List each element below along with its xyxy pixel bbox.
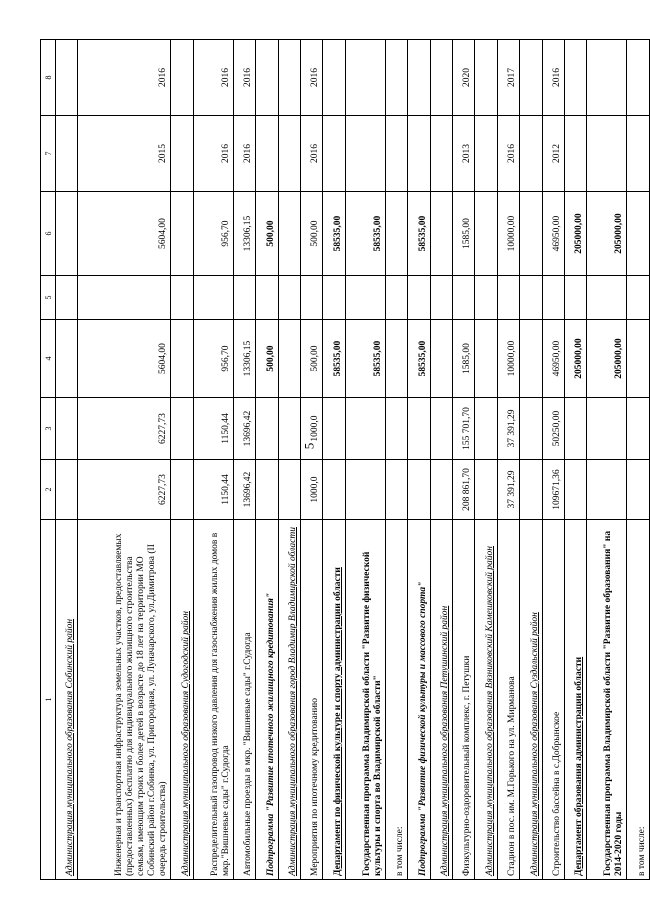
row-value [171,276,193,320]
row-value: 1150,44 [193,460,233,520]
row-value: 956,70 [193,320,233,398]
row-value [278,192,300,276]
row-value: 58535,00 [408,320,430,398]
row-value [475,40,497,116]
row-value [542,276,564,320]
page-number: 5 [301,442,317,450]
row-value: 500,00 [300,320,322,398]
row-value [256,398,278,460]
row-value [408,276,430,320]
row-value [564,460,586,520]
row-value [278,116,300,192]
row-label: Департамент образования администрации области [564,520,586,880]
investment-table [40,39,650,880]
row-value [627,276,650,320]
row-value [171,320,193,398]
row-value [256,116,278,192]
table-row [587,40,627,880]
row-value [56,192,78,276]
row-value: 2016 [233,40,255,116]
row-value: 208 861,70 [452,460,474,520]
table-row [385,40,407,880]
row-value [520,460,542,520]
row-value: 46950,00 [542,192,564,276]
row-value [385,460,407,520]
row-value: 58535,00 [345,320,385,398]
row-value [475,320,497,398]
row-label: Физкультурно-оздоровительный комплекс, г. Петушки [452,520,474,880]
row-value: 50250,00 [542,398,564,460]
row-value: 2016 [78,40,171,116]
row-value [627,116,650,192]
table-row [233,40,255,880]
table-row [256,40,278,880]
row-value [385,116,407,192]
row-value [385,276,407,320]
row-value [385,40,407,116]
row-label: Мероприятия по ипотечному кредитованию [300,520,322,880]
row-value: 37 391,29 [497,460,519,520]
row-value: 205000,00 [564,192,586,276]
row-value [430,460,452,520]
table-row [564,40,586,880]
row-value: 2016 [193,40,233,116]
row-label: Строительство бассейна в с.Добрынское [542,520,564,880]
row-value [171,116,193,192]
row-value [345,276,385,320]
row-value [452,276,474,320]
row-value [408,40,430,116]
row-value: 205000,00 [587,320,627,398]
row-label: Стадион в пос. им. М.Горького на ул. Мирманова [497,520,519,880]
row-value [345,116,385,192]
row-value: 2016 [233,116,255,192]
row-value [385,320,407,398]
row-value [278,276,300,320]
row-value [278,398,300,460]
row-label: Администрация муниципального образования Суздальский район [520,520,542,880]
row-label: Администрация муниципального образования Вязниковский Камешковский район [475,520,497,880]
row-value: 2012 [542,116,564,192]
row-value [256,40,278,116]
row-value [587,40,627,116]
table-row [193,40,233,880]
row-value: 1000,0 [300,460,322,520]
table-row [452,40,474,880]
row-value [520,40,542,116]
row-label: Подпрограмма "Развитие ипотечного жилищного кредитования" [256,520,278,880]
row-value [171,398,193,460]
row-value [171,40,193,116]
column-header: 8 [41,40,56,116]
row-value: 2020 [452,40,474,116]
row-value [278,320,300,398]
row-value [475,276,497,320]
row-value [497,276,519,320]
row-value [564,276,586,320]
row-value: 500,00 [300,192,322,276]
row-value [587,276,627,320]
row-value [345,460,385,520]
row-value: 205000,00 [564,320,586,398]
row-label: Администрация муниципального образования Петушинский район [430,520,452,880]
row-value [430,40,452,116]
row-value [278,40,300,116]
row-value [385,398,407,460]
column-header: 4 [41,320,56,398]
row-value [430,192,452,276]
row-value [408,460,430,520]
column-header: 5 [41,276,56,320]
row-label: в том числе: [385,520,407,880]
row-value [56,116,78,192]
row-value [278,460,300,520]
row-value: 13696,42 [233,398,255,460]
row-value: 37 391,29 [497,398,519,460]
row-value: 2016 [300,116,322,192]
row-label: Автомобильные проезды в мкр. "Вишневые сады" г.Судогда [233,520,255,880]
row-value [520,398,542,460]
row-label: Администрация муниципального образования город Владимир Владимирской области [278,520,300,880]
header-row [41,40,56,880]
row-label: Государственная программа Владимирской области "Развитие образования" на 2014-2020 годы [587,520,627,880]
row-value: 58535,00 [323,192,345,276]
row-value [345,398,385,460]
row-value [564,116,586,192]
row-label: Департамент по физической культуре и спорту администрации области [323,520,345,880]
row-value [323,398,345,460]
row-value [78,276,171,320]
row-value: 5604,00 [78,320,171,398]
row-value: 205000,00 [587,192,627,276]
row-value: 10000,00 [497,320,519,398]
row-value: 10000,00 [497,192,519,276]
row-value: 500,00 [256,192,278,276]
row-value [587,398,627,460]
row-value: 58535,00 [345,192,385,276]
row-value [408,398,430,460]
row-value [193,276,233,320]
row-value [587,460,627,520]
row-value: 13696,42 [233,460,255,520]
row-value: 6227,73 [78,398,171,460]
row-label: в том числе: [627,520,650,880]
rotated-table-container [40,40,650,880]
table-row [278,40,300,880]
column-header: 7 [41,116,56,192]
row-value [56,398,78,460]
column-header: 6 [41,192,56,276]
row-value: 1585,00 [452,320,474,398]
table-row [475,40,497,880]
row-value [171,460,193,520]
row-value [520,192,542,276]
table-row [627,40,650,880]
row-value [323,276,345,320]
row-value: 1000,0 [300,398,322,460]
row-value: 2016 [542,40,564,116]
row-value [564,398,586,460]
row-value [627,460,650,520]
row-value: 2016 [193,116,233,192]
row-value: 2013 [452,116,474,192]
table-row [56,40,78,880]
row-label: Инженерная и транспортная инфраструктура земельных участков, предоставляемых (предоставленных) бесплатно для индивидуального жилищного строительства семьям, имеющим троих и более детей в возрасте до 18 лет на территории МО Собинский район г.Собинка, ул. Пригородная, ул. Луначарского, ул.Димитрова (II очередь строительства) [78,520,171,880]
row-value: 46950,00 [542,320,564,398]
row-label: Государственная программа Владимирской области "Развитие физической культуры и спорта во Владимирской области" [345,520,385,880]
row-label: Администрация муниципального образования Собинский район [56,520,78,880]
row-value [430,320,452,398]
column-header: 2 [41,460,56,520]
row-value: 956,70 [193,192,233,276]
row-value [323,460,345,520]
row-value [300,276,322,320]
row-value: 500,00 [256,320,278,398]
row-value: 6227,73 [78,460,171,520]
row-value [564,40,586,116]
row-value [233,276,255,320]
table-row [78,40,171,880]
row-value: 13306,15 [233,320,255,398]
row-value: 155 701,70 [452,398,474,460]
row-value: 1150,44 [193,398,233,460]
row-value [345,40,385,116]
row-value [475,398,497,460]
table-row [542,40,564,880]
row-value [587,116,627,192]
row-value [408,116,430,192]
row-value [430,276,452,320]
row-label: Подпрограмма "Развитие физической культуры и массового спорта" [408,520,430,880]
column-header: 3 [41,398,56,460]
row-value [171,192,193,276]
table-row [520,40,542,880]
row-value [627,40,650,116]
row-value: 5604,00 [78,192,171,276]
row-label: Администрация муниципального образования Судогодский район [171,520,193,880]
row-value [430,398,452,460]
row-value [475,460,497,520]
table-row [345,40,385,880]
row-value: 1585,00 [452,192,474,276]
row-value: 2015 [78,116,171,192]
row-value [323,116,345,192]
row-value [56,320,78,398]
table-row [408,40,430,880]
row-value [627,320,650,398]
row-value [56,460,78,520]
column-header: 1 [41,520,56,880]
row-value [520,276,542,320]
table-row [497,40,519,880]
table-row [171,40,193,880]
row-value: 109671,36 [542,460,564,520]
row-value [56,40,78,116]
row-value [627,398,650,460]
row-label: Распределительный газопровод низкого давления для газоснабжения жилых домов в мкр."Вишневые сады" г.Судогда [193,520,233,880]
row-value: 2016 [300,40,322,116]
row-value [430,116,452,192]
row-value: 2017 [497,40,519,116]
table-row [300,40,322,880]
row-value: 13306,15 [233,192,255,276]
row-value [520,320,542,398]
row-value: 2016 [497,116,519,192]
row-value [56,276,78,320]
row-value [323,40,345,116]
row-value: 58535,00 [408,192,430,276]
row-value [475,192,497,276]
row-value [520,116,542,192]
row-value [256,276,278,320]
row-value [475,116,497,192]
row-value [256,460,278,520]
table-row [430,40,452,880]
table-body [56,40,650,880]
row-value [627,192,650,276]
row-value [385,192,407,276]
row-value: 58535,00 [323,320,345,398]
table-row [323,40,345,880]
